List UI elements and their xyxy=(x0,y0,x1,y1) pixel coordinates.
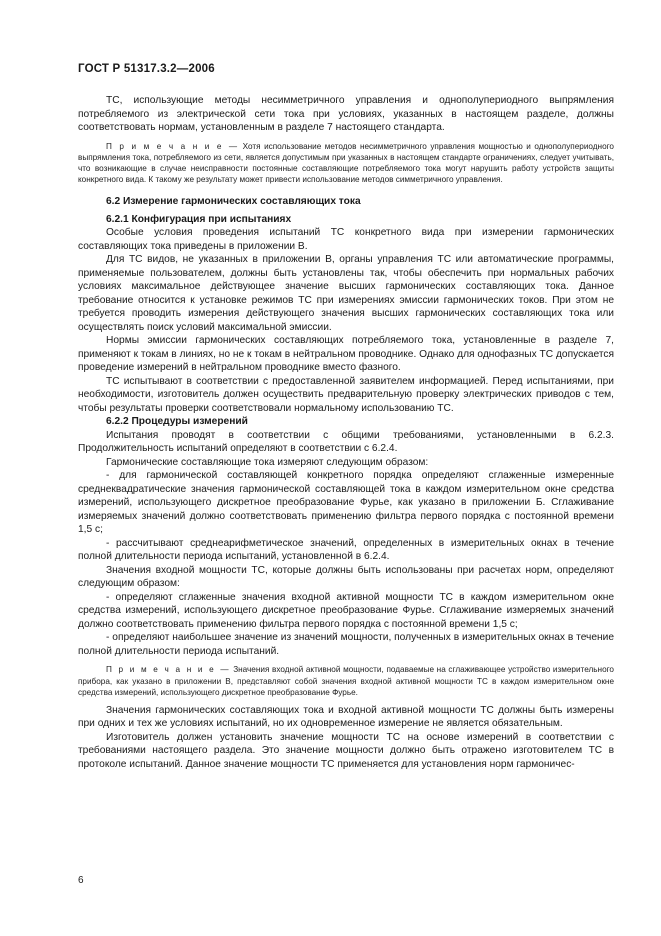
note-label: П р и м е ч а н и е — xyxy=(106,141,240,151)
page-content xyxy=(78,94,614,771)
paragraph: ТС испытывают в соответствии с предоставленной заявителем информацией. Перед испытаниями, при необходимости, изготовитель должен осуществить предварительную проверку электрических приводов с тем, чтобы результаты проверки соответствовали нормальному использованию ТС. xyxy=(78,375,614,414)
list-item: - для гармонической составляющей конкретного порядка определяют сглаженные измеренные среднеквадратические значения гармонической составляющей тока в каждом измерительном окне средства измерений, использующего дискретное преобразование Фурье, как указано в приложении Б. Сглаживание измеряемых значений должно соответствовать применению фильтра первого порядка с постоянной времени 1,5 с; xyxy=(78,470,614,536)
subsection-heading-6-2-1: 6.2.1 Конфигурация при испытаниях xyxy=(106,213,292,225)
paragraph: Испытания проводят в соответствии с общими требованиями, установленными в 6.2.3. Продолжительность испытаний определяют в соответствии с 6.2.4. xyxy=(78,429,614,455)
paragraph: Для ТС видов, не указанных в приложении В, органы управления ТС или автоматические программы, применяемые пользователем, должны быть установлены так, чтобы обеспечить при нормальных рабочих условиях максимальное действующее значение высших гармонических составляющих тока. Данное требование относится к установке режимов ТС при измерениях эмиссии гармонических токов. При этом не требуется проводить измерения действующего значения высших гармонических составляющих тока или осуществлять поиск условий максимальной эмиссии. xyxy=(78,254,614,333)
list-item: - определяют наибольшее значение из значений мощности, полученных в измерительных окнах в течение полной длительности периода испытаний. xyxy=(78,632,614,657)
paragraph: Значения входной мощности ТС, которые должны быть использованы при расчетах норм, определяют следующим образом: xyxy=(78,564,614,590)
note-text: Значения входной активной мощности, подаваемые на сглаживающее устройство измерительного прибора, как указано в приложении В, представляют собой значения входной активной мощности ТС в каждом измерительном окне средства измерений, использующего дискретное преобразование Фурье. xyxy=(78,665,614,697)
page-number: 6 xyxy=(78,875,84,886)
document-code-header: ГОСТ Р 51317.3.2—2006 xyxy=(78,63,215,75)
paragraph: Изготовитель должен установить значение мощности ТС на основе измерений в соответствии с требованиями настоящего раздела. Это значение мощности должно быть отражено изготовителем ТС в протоколе испытаний. Данное значение мощности ТС применяется для установления норм гармоничес- xyxy=(78,731,614,770)
note-label: П р и м е ч а н и е — xyxy=(106,665,231,675)
paragraph: Особые условия проведения испытаний ТС конкретного вида при измерении гармонических составляющих тока приведены в приложении В. xyxy=(78,227,614,252)
list-item: - рассчитывают среднеарифметическое значений, определенных в измерительных окнах в течение полной длительности периода испытаний, установленной в 6.2.4. xyxy=(78,537,614,563)
note-text: Хотя использование методов несимметричного управления мощностью и однополупериодного выпрямления тока, потребляемого из сети, является допустимым при указанных в настоящем стандарте ограничениях, следует учитывать, что возникающие в случае неисправности постоянные составляющие потребляемого тока могут нарушить работу устройств защиты конкретного вида. К такому же результату может привести использование методов симметричного управления. xyxy=(78,141,614,185)
paragraph: ТС, использующие методы несимметричного управления и однополупериодного выпрямления потребляемого из электрической сети тока при условиях, указанных в настоящем разделе, должны соответствовать нормам, установленным в разделе 7 настоящего стандарта. xyxy=(78,95,614,133)
note xyxy=(78,141,614,186)
note xyxy=(78,664,614,698)
section-heading-6-2: 6.2 Измерение гармонических составляющих тока xyxy=(106,196,361,208)
subsection-heading-6-2-2: 6.2.2 Процедуры измерений xyxy=(106,416,248,428)
paragraph: Нормы эмиссии гармонических составляющих потребляемого тока, установленные в разделе 7, применяют к токам в линиях, но не к токам в нейтральном проводнике. Однако для однофазных ТС допускается проведение измерений в нейтральном проводнике вместо фазного. xyxy=(78,335,614,374)
paragraph: Значения гармонических составляющих тока и входной активной мощности ТС должны быть измерены при одних и тех же условиях испытаний, но их одновременное измерение не является обязательным. xyxy=(78,704,614,730)
list-item: - определяют сглаженные значения входной активной мощности ТС в каждом измерительном окне средства измерений, использующего дискретное преобразование Фурье. Сглаживание измеряемых значений должно соответствовать применению фильтра первого порядка с постоянной времени 1,5 с; xyxy=(78,591,614,630)
paragraph: Гармонические составляющие тока измеряют следующим образом: xyxy=(106,456,429,468)
